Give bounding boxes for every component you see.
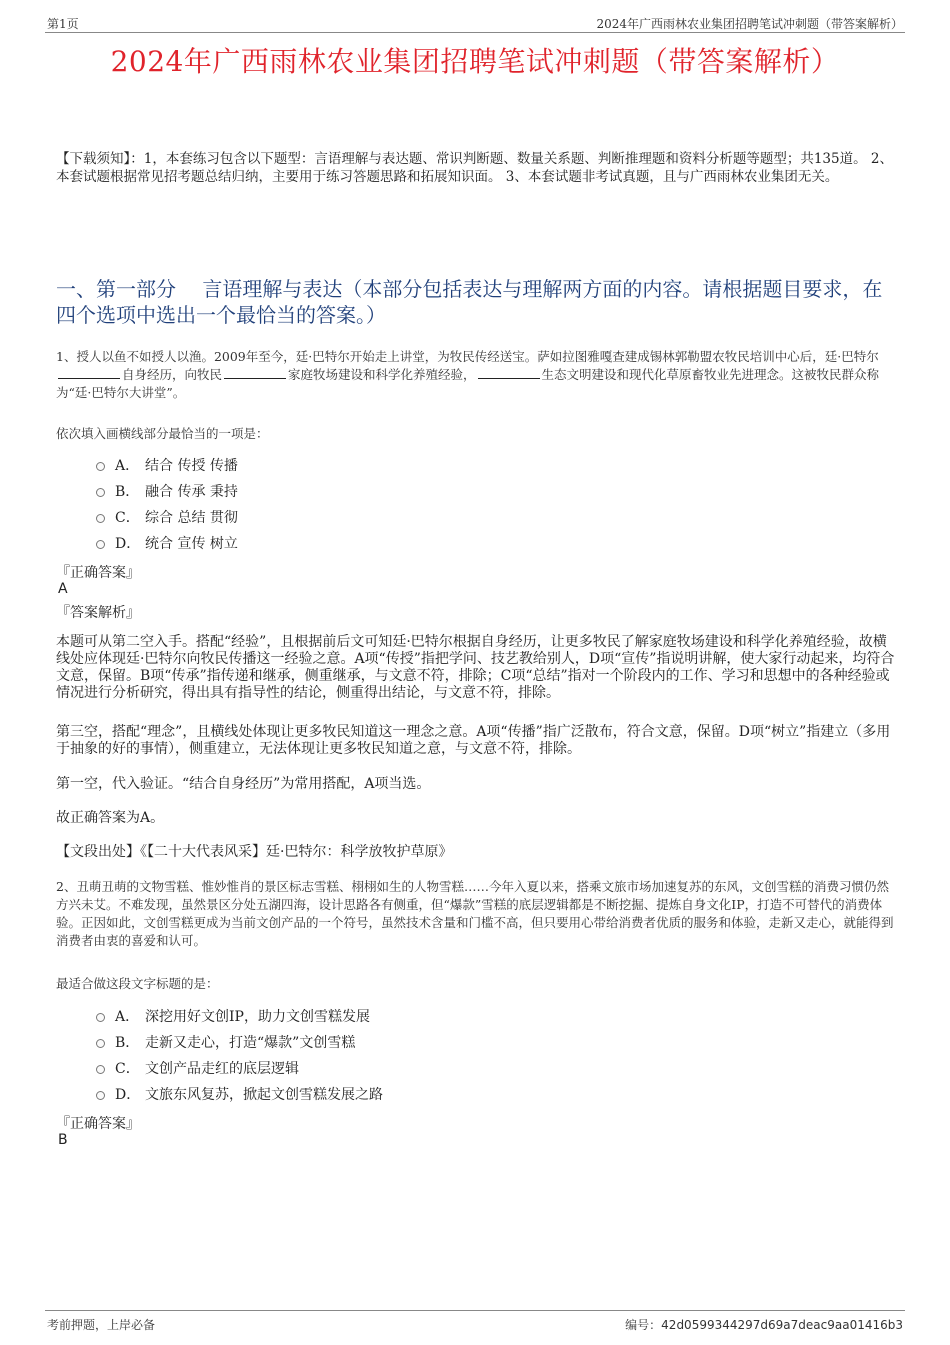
question-2-option-a[interactable]: [96, 1007, 370, 1027]
option-text: 统合 宣传 树立: [145, 536, 238, 552]
page-number: 第1页: [47, 17, 79, 31]
question-1-answer-label: 『正确答案』: [56, 565, 140, 581]
question-1-text-part-a: 1、授人以鱼不如授人以渔。2009年至今，廷·巴特尔开始走上讲堂，为牧民传经送宝。萨如拉图雅嘎查建成锡林郭勒盟农牧民培训中心后，廷·巴特尔: [56, 349, 879, 364]
option-letter: B．: [115, 1035, 140, 1051]
footer-id-label: 编号：: [625, 1318, 662, 1332]
footer-slogan: 考前押题，上岸必备: [47, 1318, 156, 1332]
option-text: 结合 传授 传播: [145, 458, 238, 474]
question-2-option-c[interactable]: [96, 1059, 299, 1079]
fill-blank-2: [224, 366, 286, 379]
question-2-option-b[interactable]: [96, 1033, 355, 1053]
radio-icon[interactable]: [96, 1065, 105, 1074]
source-citation: 【文段出处】《【二十大代表风采】廷·巴特尔：科学放牧护草原》: [56, 844, 453, 860]
download-notice: 【下载须知】：1，本套练习包含以下题型：言语理解与表达题、常识判断题、数量关系题、判断推理题和资料分析题等题型；共135道。 2、本套试题根据常见招考题总结归纳，主要用于练习答题思路和拓展知识面。 3、本套试题非考试真题，且与广西雨林农业集团无关。: [56, 151, 893, 185]
page-header: [45, 14, 905, 33]
question-1-analysis-label: 『答案解析』: [56, 605, 140, 621]
option-letter: D．: [115, 1087, 141, 1103]
footer-doc-id: [625, 1316, 903, 1333]
question-1-prompt: 依次填入画横线部分最恰当的一项是：: [56, 426, 269, 441]
question-2-option-d[interactable]: [96, 1085, 383, 1105]
fill-blank-3: [478, 366, 540, 379]
option-letter: A．: [115, 1009, 140, 1025]
question-1-option-b[interactable]: [96, 482, 238, 502]
option-text: 文创产品走红的底层逻辑: [145, 1061, 299, 1077]
fill-blank-1: [58, 366, 120, 379]
option-text: 综合 总结 贯彻: [145, 510, 238, 526]
radio-icon[interactable]: [96, 1013, 105, 1022]
option-letter: B．: [115, 484, 140, 500]
radio-icon[interactable]: [96, 462, 105, 471]
question-1-text-part-b: 自身经历，向牧民: [122, 367, 223, 382]
question-2-answer: B: [58, 1132, 68, 1148]
option-letter: C．: [115, 1061, 140, 1077]
question-2-text: 2、丑萌丑萌的文物雪糕、惟妙惟肖的景区标志雪糕、栩栩如生的人物雪糕……今年入夏以来，搭乘文旅市场加速复苏的东风，文创雪糕的消费习惯仍然方兴未艾。不难发现，虽然景区分处五湖四海，设计思路各有侧重，但“爆款”雪糕的底层逻辑都是不断挖掘、提炼自身文化IP，打造不可替代的消费体验。正因如此，文创雪糕更成为当前文创产品的一个符号，虽然技术含量和门槛不高，但只要用心带给消费者优质的服务和体验，走新又走心，就能得到消费者由衷的喜爱和认可。: [56, 879, 894, 948]
analysis-paragraph: 本题可从第二空入手。搭配“经验”，且根据前后文可知廷·巴特尔根据自身经历，让更多牧民了解家庭牧场建设和科学化养殖经验，故横线处应体现廷·巴特尔向牧民传播这一经验之意。A项“传授”指把学问、技艺教给别人，D项“宣传”指说明讲解，使大家行动起来，均符合文意，保留。B项“传承”指传递和继承，侧重继承，与文意不符，排除；C项“总结”指对一个阶段内的工作、学习和思想中的各种经验或情况进行分析研究，得出具有指导性的结论，侧重得出结论，与文意不符，排除。: [56, 634, 895, 701]
question-2-answer-label: 『正确答案』: [56, 1116, 140, 1132]
analysis-paragraph: 第一空，代入验证。“结合自身经历”为常用搭配，A项当选。: [56, 776, 431, 792]
radio-icon[interactable]: [96, 514, 105, 523]
question-1-option-d[interactable]: [96, 534, 238, 554]
question-1-text-part-d: 生态文明建设和现代化草原畜牧业先进理念。这被牧民群众称为“廷·巴特尔大讲堂”。: [56, 367, 880, 400]
option-text: 走新又走心，打造“爆款”文创雪糕: [145, 1035, 356, 1051]
question-1-text: [56, 348, 901, 402]
question-1-option-a[interactable]: [96, 456, 238, 476]
option-text: 文旅东风复苏，掀起文创雪糕发展之路: [145, 1087, 383, 1103]
footer-id-value: 42d0599344297d69a7deac9aa01416b3: [661, 1318, 903, 1332]
analysis-paragraph: 故正确答案为A。: [56, 810, 165, 826]
radio-icon[interactable]: [96, 1039, 105, 1048]
question-2-prompt: 最适合做这段文字标题的是：: [56, 976, 219, 991]
header-doc-name: 2024年广西雨林农业集团招聘笔试冲刺题（带答案解析）: [596, 17, 903, 31]
option-letter: D．: [115, 536, 141, 552]
question-1-text-part-c: 家庭牧场建设和科学化养殖经验，: [288, 367, 476, 382]
option-letter: C．: [115, 510, 140, 526]
radio-icon[interactable]: [96, 488, 105, 497]
option-text: 融合 传承 秉持: [145, 484, 238, 500]
section-heading: 一、第一部分 言语理解与表达（本部分包括表达与理解两方面的内容。请根据题目要求，在四个选项中选出一个最恰当的答案。）: [56, 277, 883, 327]
question-1-answer: A: [58, 581, 68, 597]
page-footer: [45, 1310, 905, 1333]
radio-icon[interactable]: [96, 540, 105, 549]
option-letter: A．: [115, 458, 140, 474]
radio-icon[interactable]: [96, 1091, 105, 1100]
analysis-paragraph: 第三空，搭配“理念”，且横线处体现让更多牧民知道这一理念之意。A项“传播”指广泛散布，符合文意，保留。D项“树立”指建立（多用于抽象的好的事情），侧重建立，无法体现让更多牧民知道之意，与文意不符，排除。: [56, 724, 891, 757]
option-text: 深挖用好文创IP，助力文创雪糕发展: [145, 1009, 370, 1025]
document-title: 2024年广西雨林农业集团招聘笔试冲刺题（带答案解析）: [110, 45, 840, 78]
question-1-option-c[interactable]: [96, 508, 238, 528]
